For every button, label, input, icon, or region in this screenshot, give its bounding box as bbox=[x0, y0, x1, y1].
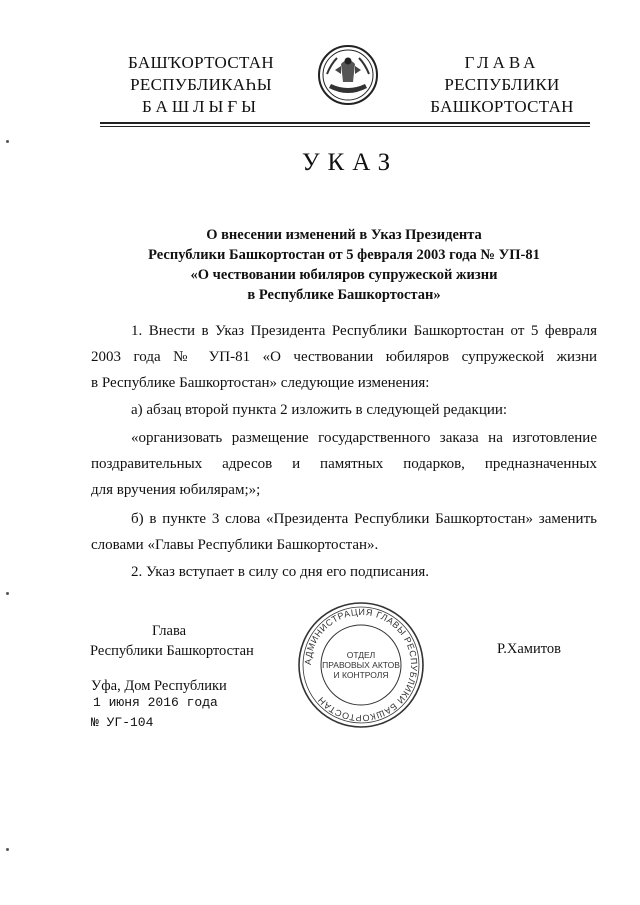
stamp-center-line: ОТДЕЛ bbox=[346, 650, 376, 660]
body-line: «организовать размещение государственного заказа на изготовление bbox=[131, 430, 597, 446]
header-bashkir-line: РЕСПУБЛИКАҺЫ bbox=[130, 75, 272, 94]
body-line: 2. Указ вступает в силу со дня его подписания. bbox=[131, 564, 429, 580]
signature-title bbox=[90, 621, 280, 661]
stamp-center-line: И КОНТРОЛЯ bbox=[333, 670, 389, 680]
header-russian-line: РЕСПУБЛИКИ bbox=[444, 75, 560, 94]
decree-title: УКАЗ bbox=[301, 149, 399, 176]
decree-date-number bbox=[91, 693, 218, 733]
stamp-center-line: ПРАВОВЫХ АКТОВ bbox=[322, 660, 400, 670]
header-bashkir bbox=[112, 52, 290, 118]
scan-mark bbox=[6, 592, 9, 595]
header-bashkir-line: БАШЛЫҒЫ bbox=[142, 97, 260, 116]
subject-line: Республики Башкортостан от 5 февраля 2003 года № УП-81 bbox=[148, 247, 540, 263]
signature-title-line: Республики Башкортостан bbox=[90, 643, 254, 659]
header-russian-line: ГЛАВА bbox=[464, 53, 540, 72]
subject-line: О внесении изменений в Указ Президента bbox=[206, 227, 482, 243]
body-line: 1. Внести в Указ Президента Республики Башкортостан от 5 февраля bbox=[131, 323, 597, 339]
bashkortostan-emblem-icon bbox=[317, 44, 379, 106]
signing-place: Уфа, Дом Республики bbox=[91, 678, 227, 694]
body-line: в Республике Башкортостан» следующие изменения: bbox=[91, 375, 430, 391]
body-line: 2003 года № УП-81 «О чествовании юбиляров супружеской жизни bbox=[91, 349, 597, 365]
header-divider-thin bbox=[100, 126, 590, 127]
official-stamp bbox=[296, 600, 426, 730]
scan-mark bbox=[6, 848, 9, 851]
header-russian-line: БАШКОРТОСТАН bbox=[430, 97, 574, 116]
subject-line: в Республике Башкортостан» bbox=[247, 287, 441, 303]
subject-line: «О чествовании юбиляров супружеской жизни bbox=[190, 267, 498, 283]
decree-number: № УГ-104 bbox=[91, 715, 154, 730]
header-russian bbox=[418, 52, 586, 118]
body-line: для вручения юбилярам;»; bbox=[91, 482, 261, 498]
body-line: поздравительных адресов и памятных подарков, предназначенных bbox=[91, 456, 597, 472]
decree-subject bbox=[100, 225, 588, 305]
decree-date: 1 июня 2016 года bbox=[93, 695, 218, 710]
scan-mark bbox=[6, 140, 9, 143]
header-divider bbox=[100, 122, 590, 124]
stamp-ring-text: АДМИНИСТРАЦИЯ ГЛАВЫ РЕСПУБЛИКИ БАШКОРТОСТАН bbox=[302, 606, 420, 724]
signer-name: Р.Хамитов bbox=[497, 641, 561, 657]
body-line: б) в пункте 3 слова «Президента Республики Башкортостан» заменить bbox=[131, 511, 597, 527]
header-bashkir-line: БАШҠОРТОСТАН bbox=[128, 53, 274, 72]
signature-title-line: Глава bbox=[152, 623, 187, 639]
body-line: словами «Главы Республики Башкортостан». bbox=[91, 537, 379, 553]
body-line: а) абзац второй пункта 2 изложить в следующей редакции: bbox=[131, 402, 508, 418]
